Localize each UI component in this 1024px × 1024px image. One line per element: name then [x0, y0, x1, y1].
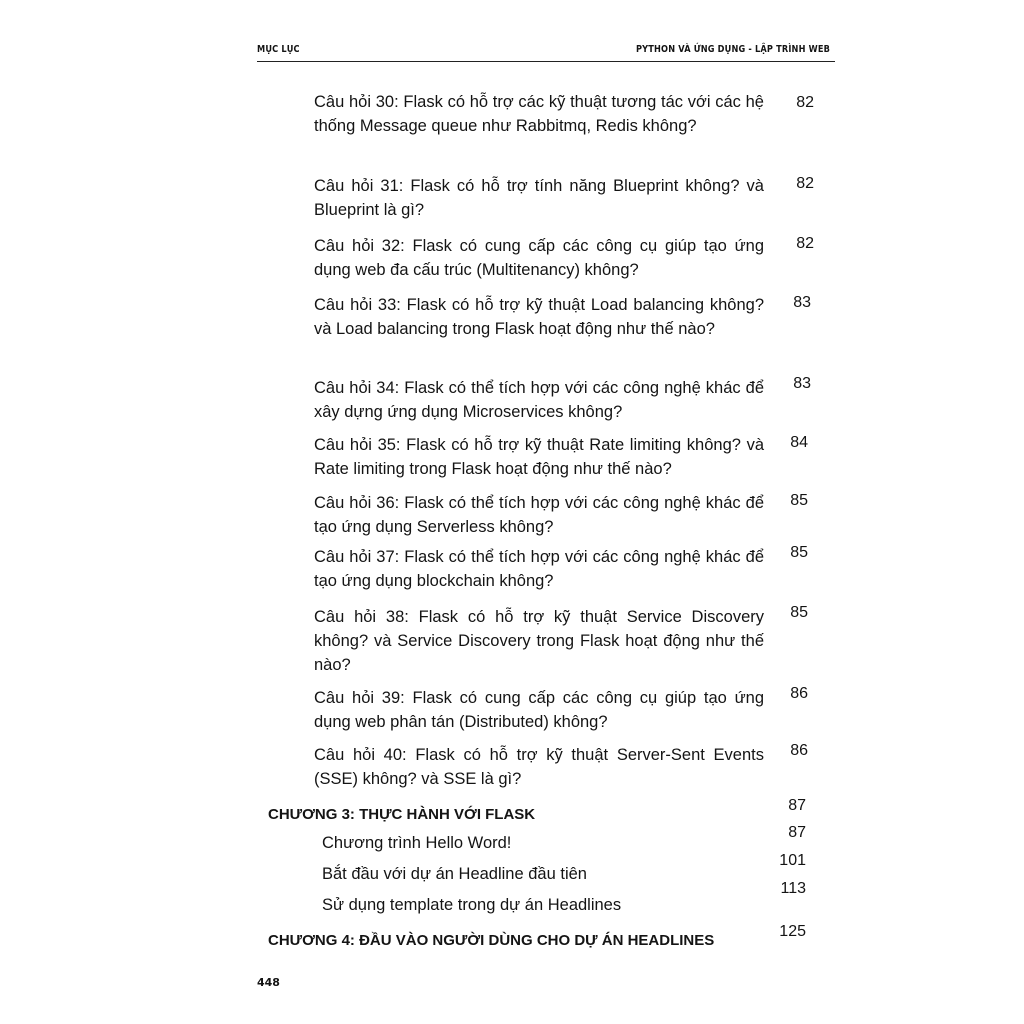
section-headline-project: Bắt đầu với dự án Headline đầu tiên	[322, 865, 587, 883]
toc-page-q36: 85	[790, 492, 808, 509]
toc-page-q35: 84	[790, 434, 808, 451]
section-headline-project-page: 101	[779, 852, 806, 869]
running-header-left: MỤC LỤC	[257, 44, 300, 55]
toc-entry-q33: Câu hỏi 33: Flask có hỗ trợ kỹ thuật Load balancing không? và Load balancing trong Flask hoạt động như thế nào?	[314, 296, 764, 338]
chapter-4-title: CHƯƠNG 4: ĐẦU VÀO NGƯỜI DÙNG CHO DỰ ÁN HEADLINES	[268, 932, 715, 949]
toc-entry-q31: Câu hỏi 31: Flask có hỗ trợ tính năng Blueprint không? và Blueprint là gì?	[314, 177, 764, 219]
toc-entry-q38: Câu hỏi 38: Flask có hỗ trợ kỹ thuật Service Discovery không? và Service Discovery trong Flask hoạt động như thế nào?	[314, 608, 764, 674]
section-template-headlines: Sử dụng template trong dự án Headlines	[322, 896, 622, 914]
toc-entry-q39: Câu hỏi 39: Flask có cung cấp các công cụ giúp tạo ứng dụng web phân tán (Distributed) không?	[314, 689, 764, 731]
toc-entry-q32: Câu hỏi 32: Flask có cung cấp các công cụ giúp tạo ứng dụng web đa cấu trúc (Multitenancy) không?	[314, 237, 764, 279]
toc-page-q39: 86	[790, 685, 808, 702]
section-hello-word-page: 87	[788, 824, 806, 841]
section-template-headlines-page: 113	[780, 880, 806, 897]
running-header-right: PYTHON VÀ ỨNG DỤNG - LẬP TRÌNH WEB	[636, 44, 831, 55]
chapter-3-page: 87	[788, 797, 806, 814]
toc-page-q37: 85	[790, 544, 808, 561]
toc-page-q31: 82	[796, 175, 814, 192]
toc-entry-q30: Câu hỏi 30: Flask có hỗ trợ các kỹ thuật tương tác với các hệ thống Message queue như Rabbitmq, Redis không?	[314, 93, 764, 135]
toc-page-q38: 85	[790, 604, 808, 621]
section-hello-word: Chương trình Hello Word!	[322, 834, 512, 852]
chapter-4-page: 125	[779, 923, 806, 940]
toc-entry-q40: Câu hỏi 40: Flask có hỗ trợ kỹ thuật Server-Sent Events (SSE) không? và SSE là gì?	[314, 746, 764, 788]
toc-page-q30: 82	[796, 94, 814, 111]
chapter-3-title: CHƯƠNG 3: THỰC HÀNH VỚI FLASK	[268, 806, 536, 823]
toc-entry-q34: Câu hỏi 34: Flask có thể tích hợp với các công nghệ khác để xây dựng ứng dụng Microservices không?	[314, 379, 764, 421]
toc-page-q33: 83	[793, 294, 811, 311]
toc-page-q34: 83	[793, 375, 811, 392]
toc-entry-q35: Câu hỏi 35: Flask có hỗ trợ kỹ thuật Rate limiting không? và Rate limiting trong Flask hoạt động như thế nào?	[314, 436, 764, 478]
toc-page-q40: 86	[790, 742, 808, 759]
header-rule	[257, 61, 835, 62]
footer-page-number: 448	[257, 976, 280, 989]
toc-entry-q37: Câu hỏi 37: Flask có thể tích hợp với các công nghệ khác để tạo ứng dụng blockchain không?	[314, 548, 764, 590]
toc-entry-q36: Câu hỏi 36: Flask có thể tích hợp với các công nghệ khác để tạo ứng dụng Serverless không?	[314, 494, 764, 536]
toc-page-q32: 82	[796, 235, 814, 252]
